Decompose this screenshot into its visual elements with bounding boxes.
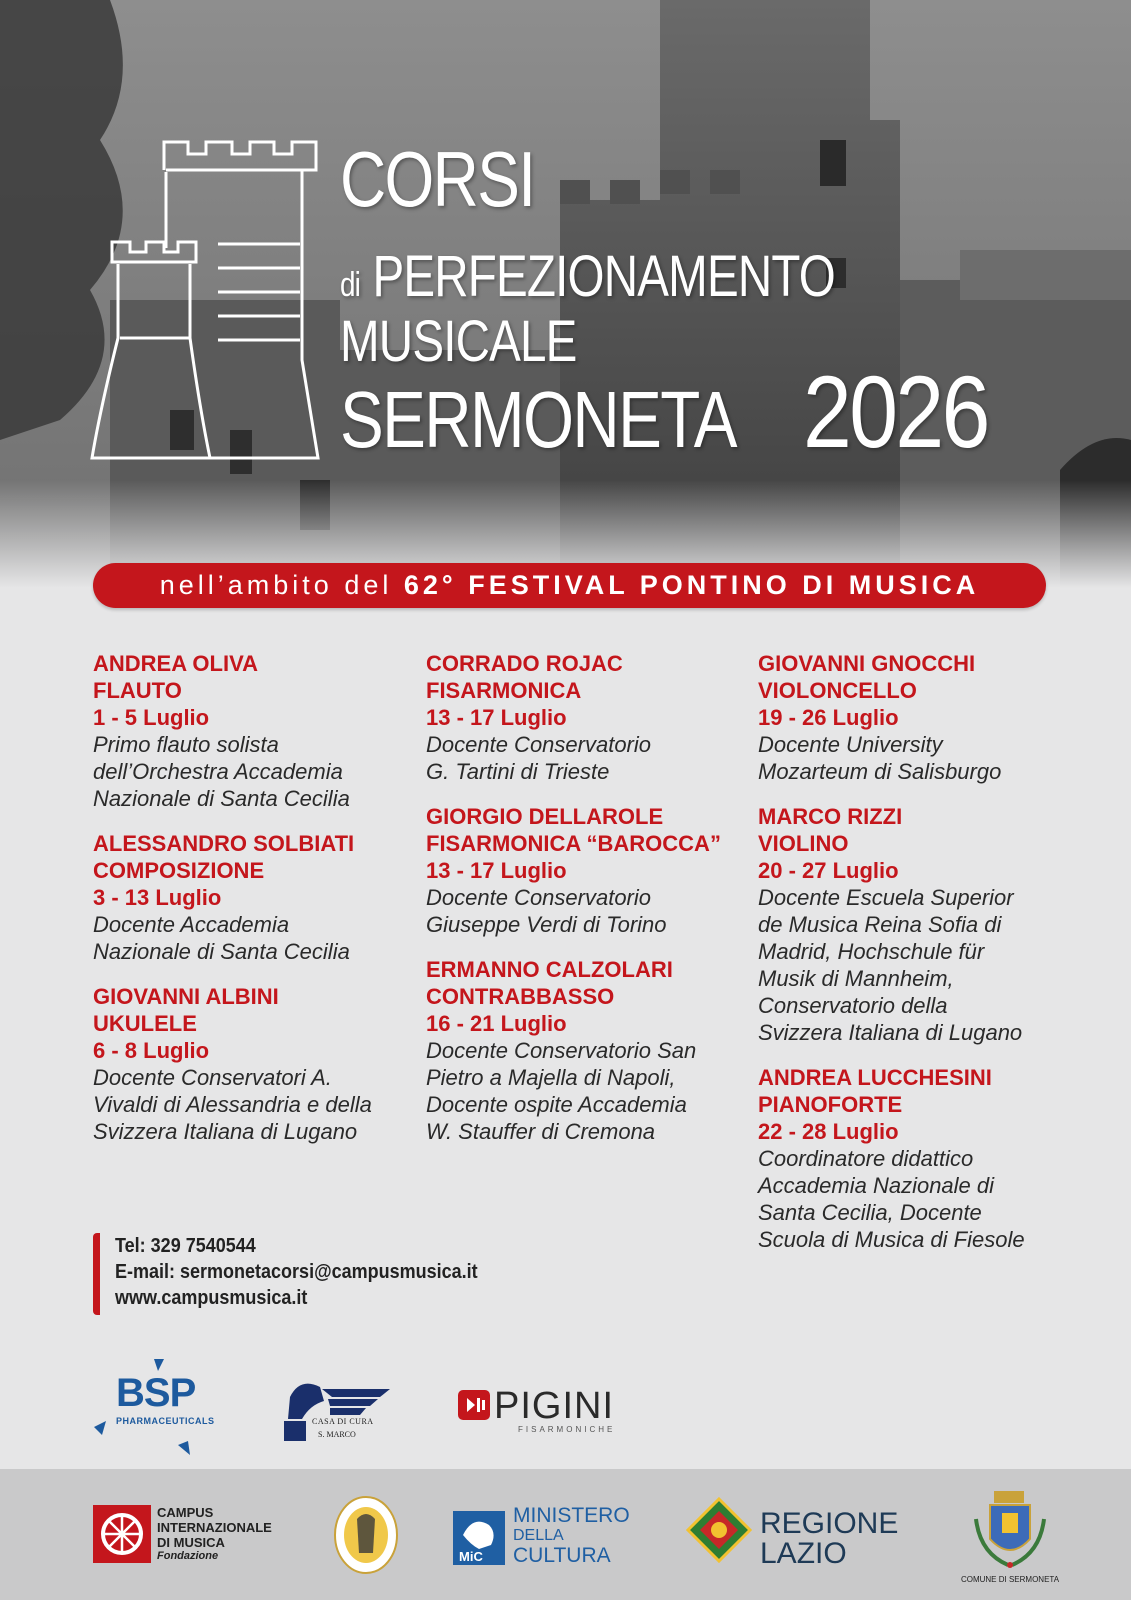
teacher-instrument: FLAUTO	[93, 678, 182, 703]
campus-line1: CAMPUS	[157, 1505, 214, 1520]
teacher-dates: 6 - 8 Luglio	[93, 1038, 210, 1063]
teacher-dates: 13 - 17 Luglio	[426, 705, 567, 730]
teacher-description-line: Giuseppe Verdi di Torino	[426, 912, 667, 937]
teacher-entry	[758, 650, 1078, 785]
teacher-description-line: Coordinatore didattico	[758, 1146, 974, 1171]
contact-email[interactable]: E-mail: sermonetacorsi@campusmusica.it	[115, 1261, 478, 1283]
teacher-description-line: Vivaldi di Alessandria e della	[93, 1092, 372, 1117]
comune-label: COMUNE DI SERMONETA	[960, 1575, 1060, 1584]
pigini-subtitle: FISARMONICHE	[518, 1425, 616, 1434]
title-sermoneta: SERMONETA	[340, 375, 736, 464]
teacher-name: MARCO RIZZI	[758, 804, 903, 829]
teacher-name: GIOVANNI GNOCCHI	[758, 651, 976, 676]
comune-sermoneta-logo	[950, 1489, 1070, 1589]
teacher-entry	[426, 956, 746, 1145]
ministero-cultura-logo	[453, 1505, 633, 1571]
teacher-instrument: PIANOFORTE	[758, 1092, 903, 1117]
teacher-description-line: Accademia Nazionale di	[758, 1173, 995, 1198]
teacher-description-line: Mozarteum di Salisburgo	[758, 759, 1002, 784]
teacher-entry	[426, 803, 746, 938]
teacher-name: ALESSANDRO SOLBIATI	[93, 831, 355, 856]
fondazione-seal-logo	[333, 1495, 399, 1575]
regione-line2: LAZIO	[760, 1537, 847, 1570]
teacher-name: GIOVANNI ALBINI	[93, 984, 279, 1009]
contacts-block	[93, 1233, 518, 1315]
teacher-dates: 1 - 5 Luglio	[93, 705, 210, 730]
teacher-column-2	[426, 650, 746, 1163]
pigini-name: PIGINI	[494, 1385, 615, 1427]
teacher-instrument: VIOLINO	[758, 831, 849, 856]
banner-intro: nell’ambito del	[159, 570, 393, 600]
title-corsi: CORSI	[340, 135, 535, 223]
title-year: 2026	[803, 355, 988, 469]
teacher-dates: 22 - 28 Luglio	[758, 1119, 899, 1144]
teacher-entry	[93, 830, 413, 965]
pigini-mark-icon	[458, 1390, 490, 1420]
banner-festival: 62° FESTIVAL PONTINO DI MUSICA	[403, 570, 980, 600]
teacher-name: ANDREA LUCCHESINI	[758, 1065, 992, 1090]
teacher-dates: 19 - 26 Luglio	[758, 705, 899, 730]
campus-line2: INTERNAZIONALE	[157, 1520, 272, 1535]
festival-banner	[93, 563, 1046, 608]
contact-website[interactable]: www.campusmusica.it	[115, 1287, 308, 1309]
campus-emblem-icon	[93, 1505, 151, 1563]
bsp-subtitle: PHARMACEUTICALS	[116, 1416, 215, 1426]
campus-line4: Fondazione	[157, 1550, 219, 1562]
teacher-name: ANDREA OLIVA	[93, 651, 258, 676]
teacher-description-line: G. Tartini di Trieste	[426, 759, 610, 784]
contact-phone[interactable]: Tel: 329 7540544	[115, 1235, 256, 1257]
teacher-dates: 3 - 13 Luglio	[93, 885, 222, 910]
teacher-instrument: FISARMONICA “BAROCCA”	[426, 831, 721, 856]
teacher-instrument: FISARMONICA	[426, 678, 582, 703]
teacher-description-line: Nazionale di Santa Cecilia	[93, 939, 350, 964]
regione-emblem-icon	[686, 1497, 752, 1563]
teacher-description-line: dell’Orchestra Accademia	[93, 759, 343, 784]
bsp-logo	[92, 1357, 227, 1457]
teacher-description-line: Primo flauto solista	[93, 732, 279, 757]
teacher-description-line: Docente Escuela Superior	[758, 885, 1014, 910]
teacher-description-line: de Musica Reina Sofia di	[758, 912, 1002, 937]
teacher-entry	[758, 803, 1078, 1046]
regione-lazio-logo	[686, 1497, 906, 1577]
teacher-description-line: Docente Accademia	[93, 912, 290, 937]
ministero-line3: CULTURA	[513, 1544, 611, 1567]
teacher-column-1	[93, 650, 413, 1163]
teacher-entry	[93, 983, 413, 1145]
san-marco-logo	[280, 1375, 410, 1445]
title-musicale: MUSICALE	[340, 309, 577, 374]
san-marco-line2: S. MARCO	[318, 1430, 356, 1439]
teacher-entry	[426, 650, 746, 785]
teacher-description-line: Docente Conservatorio	[426, 732, 652, 757]
teacher-description-line: Pietro a Majella di Napoli,	[426, 1065, 676, 1090]
teacher-description-line: Docente Conservatori A.	[93, 1065, 332, 1090]
teacher-instrument: VIOLONCELLO	[758, 678, 917, 703]
teacher-description-line: Svizzera Italiana di Lugano	[758, 1020, 1023, 1045]
hero-photo	[0, 0, 1131, 588]
teacher-instrument: UKULELE	[93, 1011, 197, 1036]
teacher-column-3	[758, 650, 1078, 1271]
san-marco-line1: CASA DI CURA	[312, 1417, 374, 1426]
seal-icon	[333, 1495, 399, 1575]
regione-line1: REGIONE	[760, 1507, 899, 1540]
bsp-name: BSP	[116, 1371, 196, 1415]
teacher-description-line: Docente Conservatorio	[426, 885, 652, 910]
teacher-description-line: Scuola di Musica di Fiesole	[758, 1227, 1025, 1252]
teacher-description-line: Nazionale di Santa Cecilia	[93, 786, 350, 811]
teacher-name: GIORGIO DELLAROLE	[426, 804, 664, 829]
teacher-description-line: Madrid, Hochschule für	[758, 939, 985, 964]
teacher-description-line: Docente ospite Accademia	[426, 1092, 687, 1117]
comune-coat-of-arms-icon	[950, 1489, 1070, 1573]
teacher-entry	[93, 650, 413, 812]
partner-bar	[0, 1469, 1131, 1600]
teacher-description-line: Docente University	[758, 732, 943, 757]
ministero-line1: MINISTERO	[513, 1504, 630, 1527]
mic-label: MiC	[459, 1549, 483, 1564]
teacher-description-line: Svizzera Italiana di Lugano	[93, 1119, 358, 1144]
ministero-line2: DELLA	[513, 1527, 564, 1544]
teacher-dates: 20 - 27 Luglio	[758, 858, 899, 883]
title-perfezionamento	[340, 243, 835, 310]
teacher-instrument: CONTRABBASSO	[426, 984, 615, 1009]
teacher-description-line: Santa Cecilia, Docente	[758, 1200, 982, 1225]
teacher-name: ERMANNO CALZOLARI	[426, 957, 673, 982]
teacher-dates: 13 - 17 Luglio	[426, 858, 567, 883]
teacher-dates: 16 - 21 Luglio	[426, 1011, 567, 1036]
teacher-entry	[758, 1064, 1078, 1253]
teacher-name: CORRADO ROJAC	[426, 651, 623, 676]
title-perfezionamento-word: PERFEZIONAMENTO	[372, 244, 835, 309]
teacher-instrument: COMPOSIZIONE	[93, 858, 265, 883]
title-di: di	[340, 266, 361, 304]
teacher-description-line: Conservatorio della	[758, 993, 948, 1018]
campus-logo	[93, 1505, 293, 1565]
teacher-description-line: W. Stauffer di Cremona	[426, 1119, 656, 1144]
teacher-description-line: Musik di Mannheim,	[758, 966, 954, 991]
campus-line3: DI MUSICA	[157, 1535, 225, 1550]
teacher-description-line: Docente Conservatorio San	[426, 1038, 697, 1063]
pigini-logo	[456, 1385, 636, 1435]
